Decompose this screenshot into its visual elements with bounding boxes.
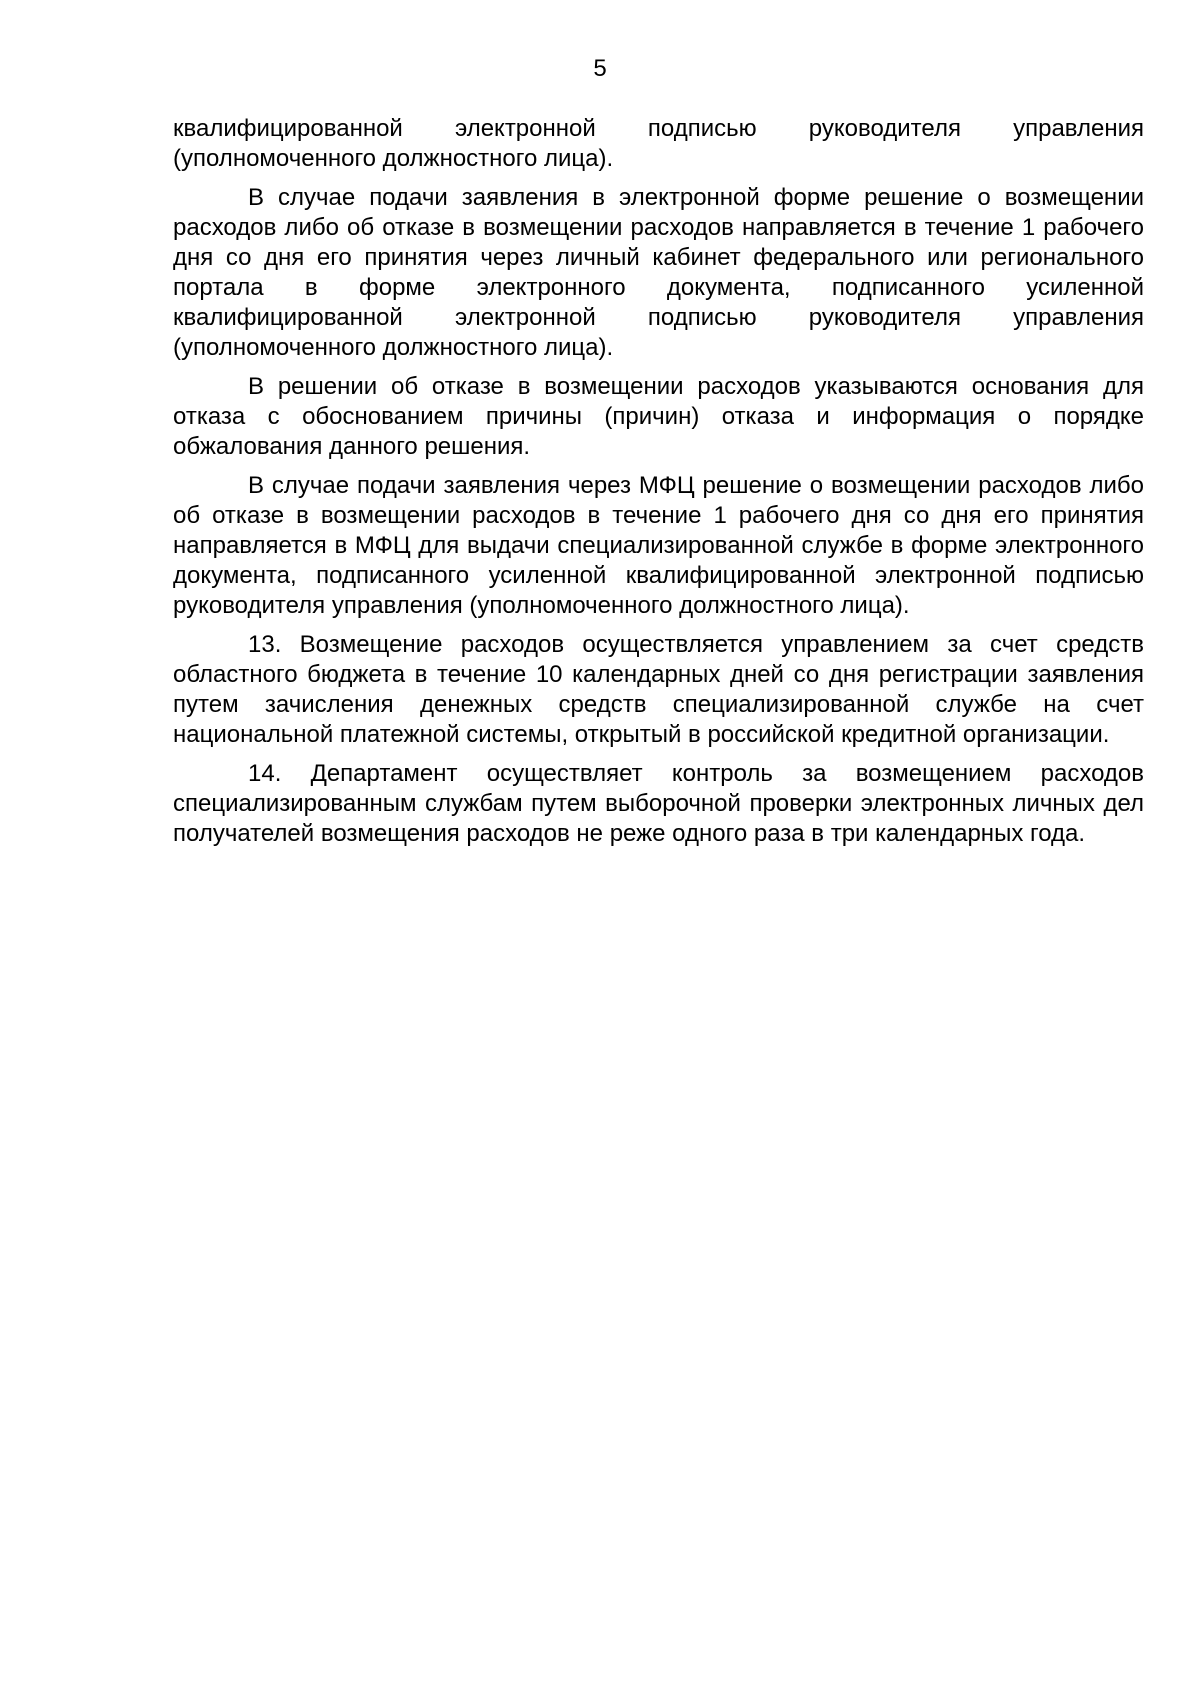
document-body [173,114,1144,858]
paragraph-electronic-submission: В случае подачи заявления в электронной форме решение о возмещении расходов либо об отказе в возмещении расходов направляется в течение 1 рабочего дня со дня его принятия через личный кабинет федерального или регионального портала в форме электронного документа, подписанного усиленной квалифицированной электронной подписью руководителя управления (уполномоченного должностного лица). [173,184,1144,361]
paragraph-item-13: 13. Возмещение расходов осуществляется управлением за счет средств областного бюджета в течение 10 календарных дней со дня регистрации заявления путем зачисления денежных средств специализированной службе на счет национальной платежной системы, открытый в российской кредитной организации. [173,631,1144,748]
paragraph-item-14: 14. Департамент осуществляет контроль за возмещением расходов специализированным службам путем выборочной проверки электронных личных дел получателей возмещения расходов не реже одного раза в три календарных года. [173,760,1144,847]
paragraph-continuation: квалифицированной электронной подписью руководителя управления (уполномоченного должностного лица). [173,115,1144,172]
paragraph-refusal-grounds: В решении об отказе в возмещении расходов указываются основания для отказа с обоснованием причины (причин) отказа и информация о порядке обжалования данного решения. [173,373,1144,460]
paragraph-mfc-submission: В случае подачи заявления через МФЦ решение о возмещении расходов либо об отказе в возмещении расходов в течение 1 рабочего дня со дня его принятия направляется в МФЦ для выдачи специализированной службе в форме электронного документа, подписанного усиленной квалифицированной электронной подписью руководителя управления (уполномоченного должностного лица). [173,472,1144,619]
page-number: 5 [593,55,607,82]
